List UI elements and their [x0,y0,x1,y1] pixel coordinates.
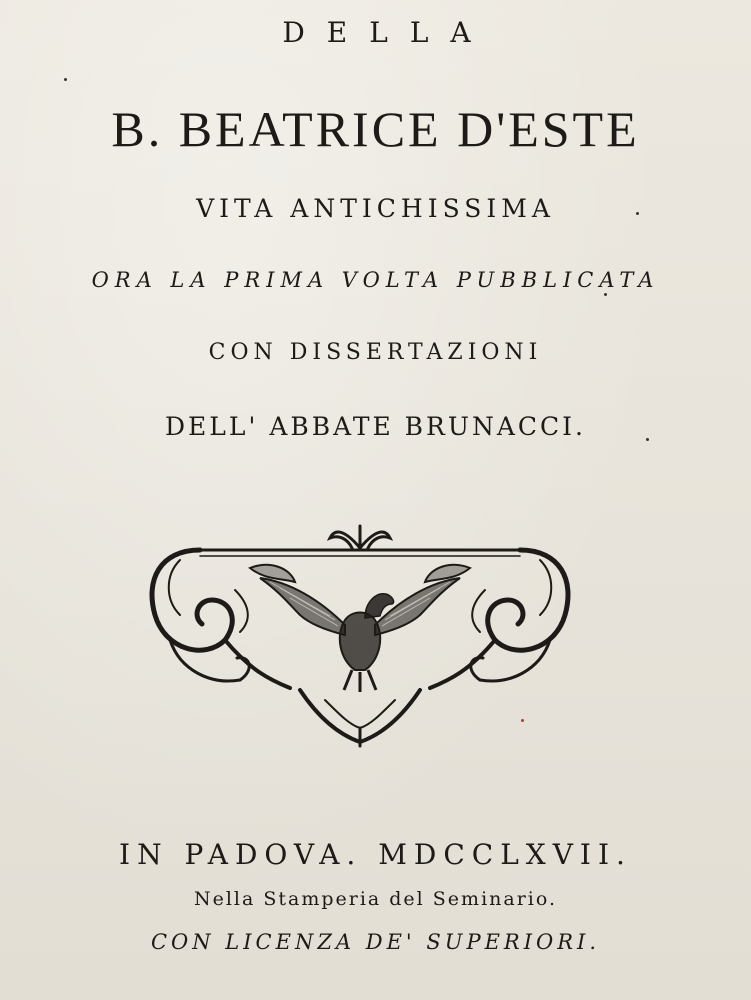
paper-speck [521,719,524,722]
imprint-license: CON LICENZA DE' SUPERIORI. [150,930,601,954]
title-line-della: DELLA [282,16,493,49]
paper-speck [604,293,607,296]
subtitle-dissertations: CON DISSERTAZIONI [208,340,543,365]
author-line: DELL' ABBATE BRUNACCI. [165,412,586,441]
subtitle-vita: VITA ANTICHISSIMA [196,194,555,223]
eagle-icon [140,520,580,748]
subtitle-publication: ORA LA PRIMA VOLTA PUBBLICATA [91,268,660,292]
imprint-printer: Nella Stamperia del Seminario. [193,888,558,910]
imprint-place-date: IN PADOVA. MDCCLXVII. [119,838,632,871]
title-main: B. BEATRICE D'ESTE [111,101,640,157]
paper-speck [64,78,67,81]
paper-speck [636,212,639,215]
paper-speck [646,438,649,441]
